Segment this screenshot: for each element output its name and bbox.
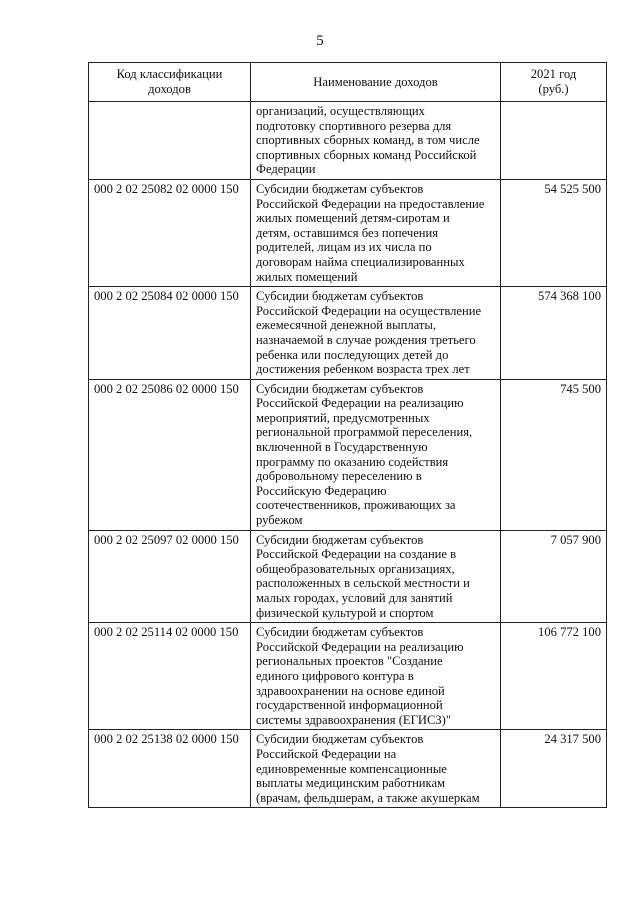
classification-code: 000 2 02 25086 02 0000 150 (89, 379, 251, 530)
revenue-name-line: Субсидии бюджетам субъектов (256, 289, 424, 304)
revenue-name-line: подготовку спортивного резерва для (256, 118, 452, 133)
revenue-name-line: выплаты медицинским работникам (256, 776, 446, 791)
revenue-table (88, 62, 607, 808)
revenue-name-line: Российской Федерации на реализацию (256, 396, 464, 411)
revenue-name-line: малых городах, условий для занятий (256, 591, 453, 605)
revenue-name-line: достижения ребенком возраста трех лет (256, 362, 470, 377)
revenue-name-line: Российской Федерации на предоставление (256, 196, 485, 211)
revenue-name (251, 379, 501, 530)
table-row (89, 623, 607, 730)
revenue-name-line: Субсидии бюджетам субъектов (256, 625, 424, 640)
header-year (501, 63, 607, 102)
revenue-name-line: ребенка или последующих детей до (256, 347, 449, 362)
revenue-name-line: назначаемой в случае рождения третьего (256, 332, 476, 347)
revenue-name-line: жилых помещений (256, 269, 358, 284)
revenue-name-line: физической культурой и спортом (256, 605, 434, 620)
revenue-name-line: Субсидии бюджетам субъектов (256, 381, 424, 396)
revenue-name-line: Российской Федерации на (256, 746, 397, 761)
revenue-name-line: мероприятий, предусмотренных (256, 410, 430, 425)
classification-code: 000 2 02 25084 02 0000 150 (89, 287, 251, 380)
table-header-row (89, 63, 607, 102)
revenue-name-line: соотечественников, проживающих за (256, 498, 456, 513)
revenue-name-line: Российской Федерации на реализацию (256, 639, 464, 654)
revenue-name (251, 623, 501, 730)
revenue-name-line: региональных проектов "Создание (256, 654, 443, 669)
revenue-name-line: Субсидии бюджетам субъектов (256, 732, 424, 747)
table-row (89, 530, 607, 623)
classification-code: 000 2 02 25082 02 0000 150 (89, 179, 251, 286)
revenue-name-line: общеобразовательных организациях, (256, 561, 455, 576)
revenue-name-line: родителей, лицам из их числа по (256, 240, 432, 255)
revenue-name-line: единого цифрового контура в (256, 668, 414, 683)
revenue-name-line: жилых помещений детям-сиротам и (256, 211, 450, 226)
revenue-name-line: спортивных сборных команд Российской (256, 147, 477, 162)
revenue-name-line: детям, оставшимся без попечения (256, 225, 439, 240)
header-name: Наименование доходов (251, 63, 501, 102)
amount-2021: 7 057 900 (501, 530, 607, 623)
amount-2021: 745 500 (501, 379, 607, 530)
revenue-name-line: Субсидии бюджетам субъектов (256, 181, 424, 196)
revenue-name-line: (врачам, фельдшерам, а также акушеркам (256, 790, 480, 805)
amount-2021 (501, 102, 607, 180)
header-year-line: 2021 год (530, 67, 577, 82)
revenue-name-line: системы здравоохранения (ЕГИСЗ)" (256, 712, 452, 727)
revenue-name (251, 730, 501, 808)
classification-code: 000 2 02 25114 02 0000 150 (89, 623, 251, 730)
revenue-name-line: добровольному переселению в (256, 469, 422, 484)
table-row (89, 730, 607, 808)
amount-2021: 24 317 500 (501, 730, 607, 808)
revenue-name-line: Субсидии бюджетам субъектов (256, 532, 424, 547)
revenue-name-line: Российской Федерации на создание в (256, 547, 457, 562)
revenue-name-line: ежемесячной денежной выплаты, (256, 318, 436, 333)
revenue-name (251, 179, 501, 286)
classification-code (89, 102, 251, 180)
header-code-line: доходов (148, 82, 191, 96)
header-code (89, 63, 251, 102)
revenue-name-line: государственной информационной (256, 698, 443, 713)
revenue-name-line: спортивных сборных команд, в том числе (256, 133, 480, 148)
header-year-line: (руб.) (538, 82, 569, 96)
classification-code: 000 2 02 25138 02 0000 150 (89, 730, 251, 808)
revenue-name-line: рубежом (256, 513, 303, 528)
page-number: 5 (316, 33, 324, 49)
revenue-name-line: Российскую Федерацию (256, 483, 387, 498)
amount-2021: 574 368 100 (501, 287, 607, 380)
revenue-name (251, 287, 501, 380)
amount-2021: 54 525 500 (501, 179, 607, 286)
amount-2021: 106 772 100 (501, 623, 607, 730)
revenue-name-line: региональной программой переселения, (256, 425, 473, 440)
revenue-name-line: Федерации (256, 162, 316, 177)
classification-code: 000 2 02 25097 02 0000 150 (89, 530, 251, 623)
revenue-name-line: организаций, осуществляющих (256, 104, 425, 118)
revenue-name-line: расположенных в сельской местности и (256, 576, 470, 591)
revenue-name-line: договорам найма специализированных (256, 254, 465, 269)
header-code-line: Код классификации (116, 67, 223, 82)
revenue-name-line: Российской Федерации на осуществление (256, 303, 482, 318)
revenue-name (251, 530, 501, 623)
table-row (89, 287, 607, 380)
table-row (89, 179, 607, 286)
revenue-name-line: включенной в Государственную (256, 440, 428, 455)
revenue-name-line: программу по оказанию содействия (256, 454, 449, 469)
revenue-name (251, 102, 501, 180)
table-row (89, 379, 607, 530)
revenue-name-line: здравоохранении на основе единой (256, 683, 445, 698)
revenue-name-line: единовременные компенсационные (256, 761, 447, 776)
table-row (89, 102, 607, 180)
